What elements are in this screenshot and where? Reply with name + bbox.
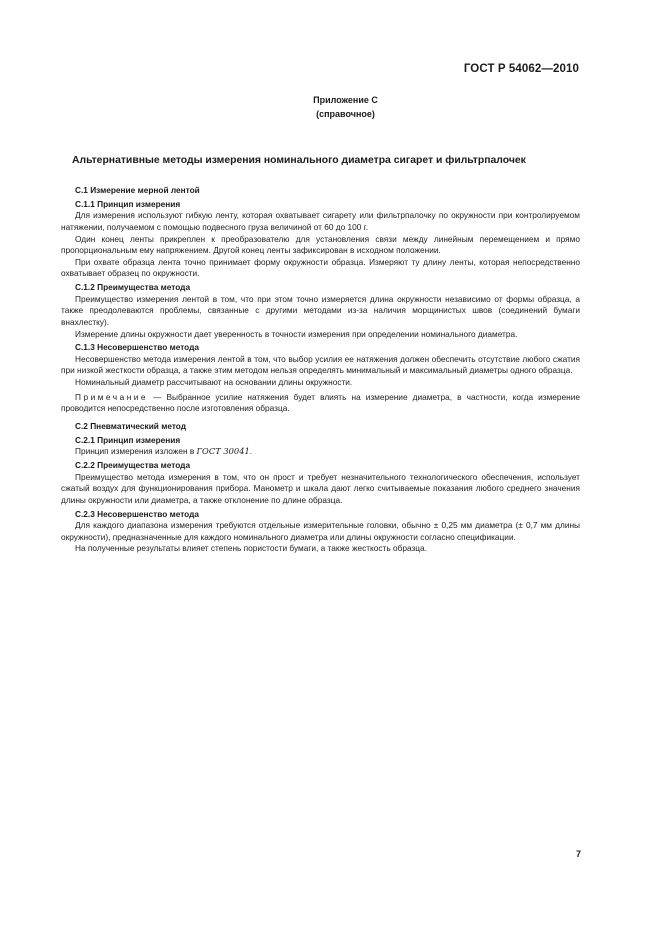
paragraph: Несовершенство метода измерения лентой в том, что выбор усилия ее натяжения должен обеспечить отсутствие любого сжатия при низкой жесткости образца, а также этим методом нельзя определять минимальный и максимальный диаметры одного образца. <box>61 353 580 376</box>
note-label: Примечание <box>75 391 149 402</box>
paragraph: Преимущество измерения лентой в том, что при этом точно измеряется длина окружности независимо от формы образца, а также преодолеваются проблемы, связанные с другими методами из-за наличия морщинистых швов (соединений бумаги внахлестку). <box>61 293 580 327</box>
document-code: ГОСТ Р 54062—2010 <box>463 63 579 75</box>
subsection-heading-c22: С.2.2 Преимущества метода <box>75 460 191 470</box>
paragraph: При охвате образца лента точно принимает форму окружности образца. Измеряют ту длину ленты, которая непосредственно охватывает образец по окружности. <box>61 256 580 279</box>
document-body <box>61 185 580 555</box>
page-number: 7 <box>576 849 582 859</box>
section-heading-c2: С.2 Пневматический метод <box>75 420 187 431</box>
paragraph: На полученные результаты влияет степень пористости бумаги, а также жесткость образца. <box>75 543 427 554</box>
reference-suffix: . <box>249 446 253 457</box>
appendix-title: Приложение С <box>313 95 378 105</box>
reference-prefix: Принцип измерения изложен в <box>75 446 197 457</box>
note-text: — Выбранное усилие натяжения будет влиять на измерение диаметра, в частности, когда измерение проводится непосредственно после изготовления образца. <box>61 391 580 414</box>
note-paragraph <box>61 392 580 415</box>
paragraph: Один конец ленты прикреплен к преобразователю для установления связи между линейным перемещением и прямо пропорциональным ему напряжением. Другой конец ленты зафиксирован в исходном положении. <box>61 233 580 256</box>
paragraph: Преимущество метода измерения в том, что он прост и требует незначительного технологического обеспечения, использует сжатый воздух для функционирования прибора. Манометр и шкала дают легко считываемые показания любого среднего значения длины окружности или диаметра, а также отклонение по длине образца. <box>61 471 580 505</box>
subsection-heading-c11: С.1.1 Принцип измерения <box>75 198 181 209</box>
appendix-type: (справочное) <box>316 109 375 119</box>
subsection-heading-c13: С.1.3 Несовершенство метода <box>75 342 200 353</box>
appendix-header <box>0 93 661 121</box>
subsection-heading-c21: С.2.1 Принцип измерения <box>75 434 181 445</box>
standard-reference: ГОСТ 30041 <box>196 446 250 457</box>
paragraph: Номинальный диаметр рассчитывают на основании длины окружности. <box>75 377 353 388</box>
section-heading-c1: С.1 Измерение мерной лентой <box>75 185 200 195</box>
subsection-heading-c23: С.2.3 Несовершенство метода <box>75 508 200 519</box>
paragraph <box>61 446 580 458</box>
paragraph: Для измерения используют гибкую ленту, которая охватывает сигарету или фильтрпалочку по окружности при контролируемом натяжении, получаемом с помощью подвесного груза величиной от 60 до 100 г. <box>61 210 580 232</box>
subsection-heading-c12: С.1.2 Преимущества метода <box>75 282 191 293</box>
paragraph: Измерение длины окружности дает уверенность в точности измерения при определении номинального диаметра. <box>75 328 518 339</box>
paragraph: Для каждого диапазона измерения требуются отдельные измерительные головки, обычно ± 0,25 мм диаметра (± 0,7 мм длины окружности), предназначенные для каждого номинального диаметра или длины окружности согласно спецификации. <box>61 520 580 542</box>
page-title: Альтернативные методы измерения номинального диаметра сигарет и фильтрпалочек <box>72 155 526 166</box>
